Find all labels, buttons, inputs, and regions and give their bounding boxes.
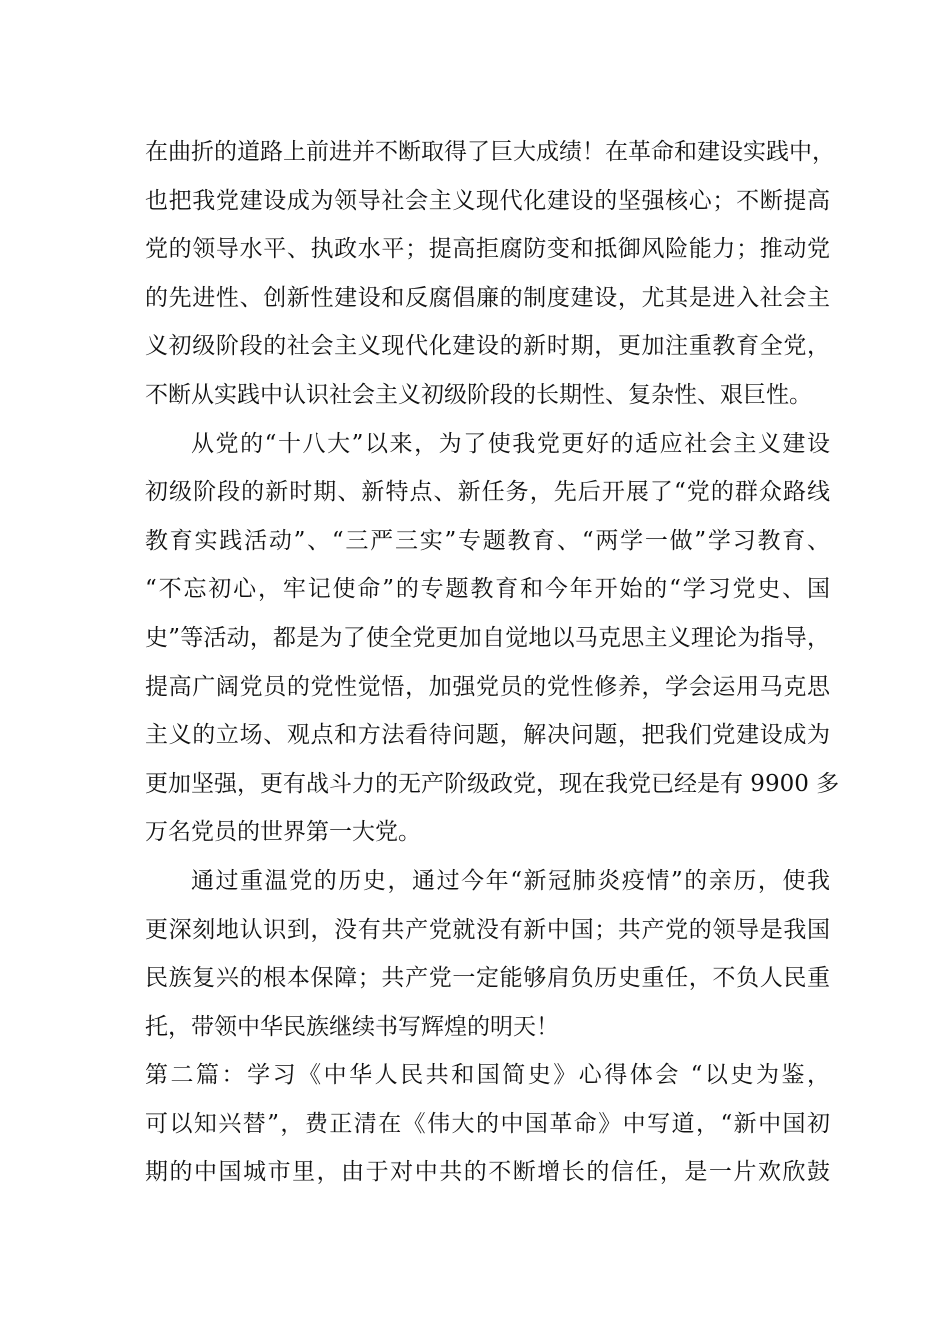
text-line: 更加坚强，更有战斗力的无产阶级政党，现在我党已经是有 9900 多: [145, 770, 840, 797]
section-heading-line: 第二篇：学习《中华人民共和国简史》心得体会 “以史为鉴，: [145, 1062, 830, 1089]
text-line: “不忘初心，牢记使命”的专题教育和今年开始的“学习党史、国: [145, 576, 830, 603]
text-line: 万名党员的世界第一大党。: [145, 819, 421, 846]
text-line: 主义的立场、观点和方法看待问题，解决问题，把我们党建设成为: [145, 722, 830, 749]
paragraph-first-line: 从党的“十八大”以来，为了使我党更好的适应社会主义建设: [191, 430, 830, 457]
text-line: 不断从实践中认识社会主义初级阶段的长期性、复杂性、艰巨性。: [145, 381, 812, 408]
text-line: 提高广阔党员的党性觉悟，加强党员的党性修养，学会运用马克思: [145, 673, 830, 700]
text-line: 的先进性、创新性建设和反腐倡廉的制度建设，尤其是进入社会主: [145, 284, 830, 311]
text-line: 初级阶段的新时期、新特点、新任务，先后开展了“党的群众路线: [145, 479, 830, 506]
text-line: 党的领导水平、执政水平；提高拒腐防变和抵御风险能力；推动党: [145, 236, 830, 263]
document-body: [145, 128, 840, 1197]
text-line: 义初级阶段的社会主义现代化建设的新时期，更加注重教育全党，: [145, 333, 830, 360]
text-line: 期的中国城市里，由于对中共的不断增长的信任，是一片欢欣鼓: [145, 1159, 830, 1186]
paragraph-first-line: 通过重温党的历史，通过今年“新冠肺炎疫情”的亲历，使我: [191, 867, 830, 894]
text-line: 托，带领中华民族继续书写辉煌的明天！: [145, 1013, 559, 1040]
text-line: 史”等活动，都是为了使全党更加自觉地以马克思主义理论为指导，: [145, 624, 830, 651]
text-line: 教育实践活动”、“三严三实”专题教育、“两学一做”学习教育、: [145, 527, 830, 554]
text-line: 可以知兴替”，费正清在《伟大的中国革命》中写道，“新中国初: [145, 1110, 830, 1137]
text-line: 民族复兴的根本保障；共产党一定能够肩负历史重任，不负人民重: [145, 965, 830, 992]
text-line: 也把我党建设成为领导社会主义现代化建设的坚强核心；不断提高: [145, 187, 830, 214]
text-line: 在曲折的道路上前进并不断取得了巨大成绩！在革命和建设实践中，: [145, 139, 835, 165]
text-line: 更深刻地认识到，没有共产党就没有新中国；共产党的领导是我国: [145, 916, 830, 943]
